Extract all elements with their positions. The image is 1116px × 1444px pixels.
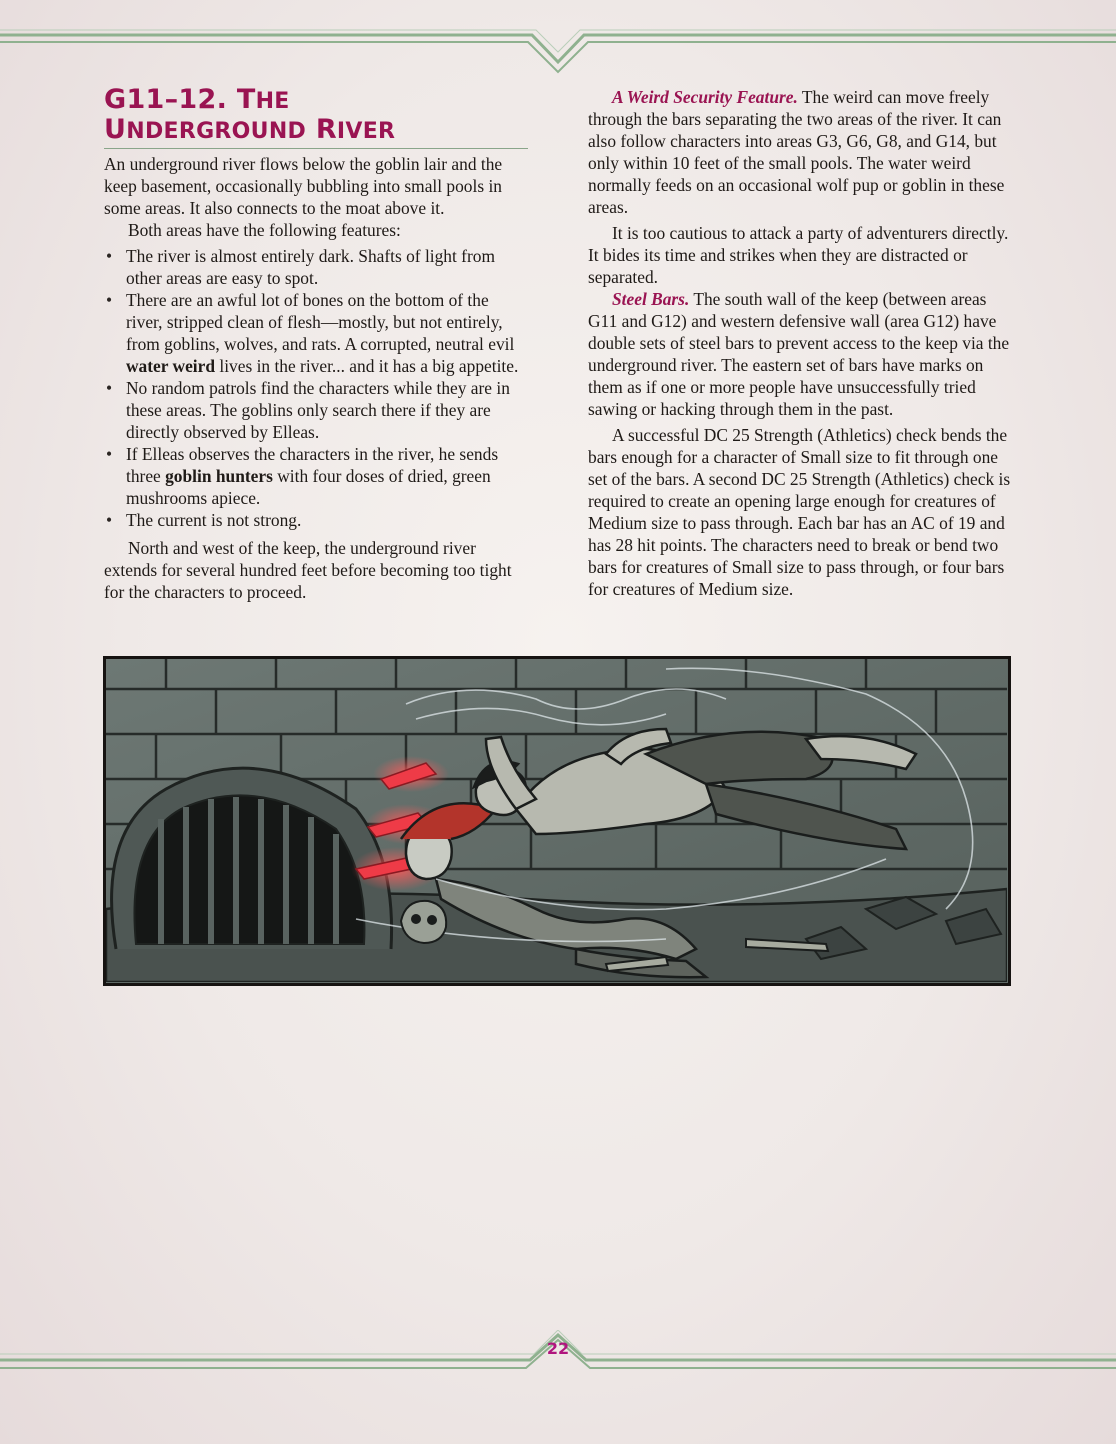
creature-name: water weird — [126, 356, 216, 376]
list-item: • The current is not strong. — [104, 509, 528, 531]
page-number: 22 — [546, 1339, 570, 1358]
closing-paragraph: North and west of the keep, the underground river extends for several hundred feet before becoming too tight for the characters to proceed. — [104, 538, 512, 602]
steel-bars-heading: Steel Bars. — [612, 289, 690, 309]
strength-check-paragraph: A successful DC 25 Strength (Athletics) check bends the bars enough for a character of Small size to fit through one set of the bars. A second DC 25 Strength (Athletics) check is required to create an opening large enough for creatures of Medium size to pass through. Each bar has an AC of 19 and has 28 hit points. The characters need to break or bend two bars for creatures of Small size to pass through, or four bars for creatures of Medium size. — [588, 425, 1011, 599]
underwater-scene-image — [106, 659, 1007, 982]
cautious-paragraph: It is too cautious to attack a party of adventurers directly. It bides its time and strikes when they are distracted or separated. — [588, 223, 1009, 287]
left-column — [104, 86, 528, 603]
features-intro: Both areas have the following features: — [128, 220, 401, 240]
steel-bars-paragraph: Steel Bars. The south wall of the keep (between areas G11 and G12) and western defensive wall (area G12) have double sets of steel bars to prevent access to the keep via the underground river. The eastern set of bars have marks on them as if one or more people have unsuccessfully tried sawing or hacking through them in the past. — [588, 289, 1010, 419]
list-item: • No random patrols find the characters while they are in these areas. The goblins only search there if they are directly observed by Elleas. — [104, 377, 528, 443]
weird-feature-heading: A Weird Security Feature. — [612, 87, 798, 107]
list-item: • There are an awful lot of bones on the bottom of the river, stripped clean of flesh—mostly, but not entirely, from goblins, wolves, and rats. A corrupted, neutral evil water weird lives in the river... and it has a big appetite. — [104, 289, 528, 377]
top-border-ornament — [0, 22, 1116, 82]
creature-name: goblin hunters — [165, 466, 273, 486]
illustration — [103, 656, 1011, 986]
list-item: • If Elleas observes the characters in the river, he sends three goblin hunters with four doses of dried, green mushrooms apiece. — [104, 443, 528, 509]
right-column — [588, 86, 1012, 600]
section-title: G11–12. THE UNDERGROUND RIVER — [104, 86, 528, 149]
features-list — [104, 245, 528, 531]
weird-feature-paragraph: A Weird Security Feature. The weird can move freely through the bars separating the two areas of the river. It can also follow characters into areas G3, G6, G8, and G14, but only within 10 feet of the small pools. The water weird normally feeds on an occasional wolf pup or goblin in these areas. — [588, 87, 1005, 217]
list-item: • The river is almost entirely dark. Shafts of light from other areas are easy to spot. — [104, 245, 528, 289]
intro-paragraph: An underground river flows below the goblin lair and the keep basement, occasionally bubbling into small pools in some areas. It also connects to the moat above it. — [104, 154, 503, 218]
